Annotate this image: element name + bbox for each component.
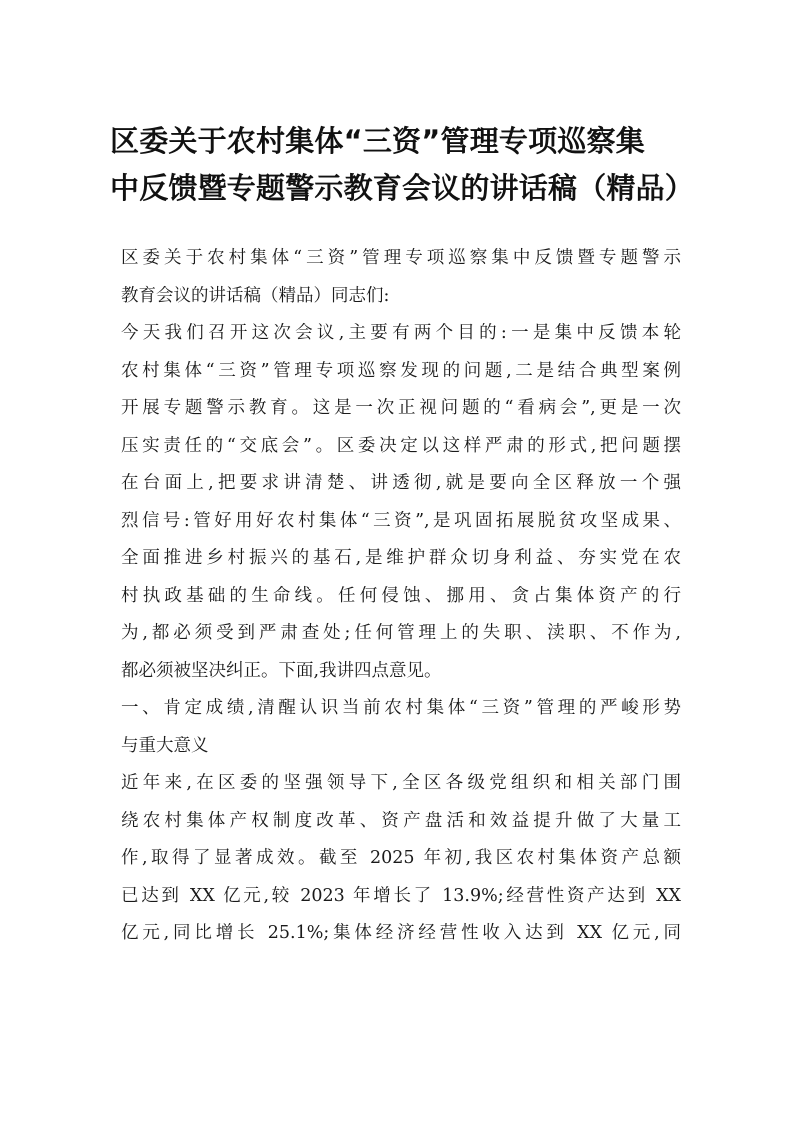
body-line: 为,都必须受到严肃查处;任何管理上的失职、渎职、不作为, (121, 623, 681, 643)
document-body (121, 240, 681, 953)
body-line: 开展专题警示教育。这是一次正视问题的“看病会”,更是一次 (121, 398, 681, 418)
body-line: 亿元,同比增长 25.1%;集体经济经营性收入达到 XX 亿元,同 (121, 923, 681, 943)
section-heading-line: 一、肯定成绩,清醒认识当前农村集体“三资”管理的严峻形势 (121, 698, 681, 718)
section-heading-line: 与重大意义 (121, 735, 209, 756)
title-line: 中反馈暨专题警示教育会议的讲话稿（精品） (110, 171, 695, 205)
title-line: 区委关于农村集体“三资”管理专项巡察集 (110, 124, 645, 158)
body-line: 今天我们召开这次会议,主要有两个目的:一是集中反馈本轮 (121, 323, 681, 343)
body-line: 区委关于农村集体“三资”管理专项巡察集中反馈暨专题警示 (121, 248, 681, 268)
body-line: 近年来,在区委的坚强领导下,全区各级党组织和相关部门围 (121, 773, 681, 793)
body-line: 都必须被坚决纠正。下面,我讲四点意见。 (121, 660, 442, 681)
body-line: 绕农村集体产权制度改革、资产盘活和效益提升做了大量工 (121, 810, 681, 831)
body-line: 已达到 XX 亿元,较 2023 年增长了 13.9%;经营性资产达到 XX (121, 885, 681, 906)
body-line: 教育会议的讲话稿（精品）同志们: (121, 285, 390, 306)
body-line: 农村集体“三资”管理专项巡察发现的问题,二是结合典型案例 (121, 360, 681, 381)
body-line: 在台面上,把要求讲清楚、讲透彻,就是要向全区释放一个强 (121, 473, 681, 493)
body-line: 作,取得了显著成效。截至 2025 年初,我区农村集体资产总额 (121, 848, 681, 868)
document-title (110, 118, 710, 212)
body-line: 村执政基础的生命线。任何侵蚀、挪用、贪占集体资产的行 (121, 585, 681, 606)
body-line: 烈信号:管好用好农村集体“三资”,是巩固拓展脱贫攻坚成果、 (121, 510, 681, 531)
body-line: 压实责任的“交底会”。区委决定以这样严肃的形式,把问题摆 (121, 435, 681, 456)
body-line: 全面推进乡村振兴的基石,是维护群众切身利益、夯实党在农 (121, 548, 681, 568)
